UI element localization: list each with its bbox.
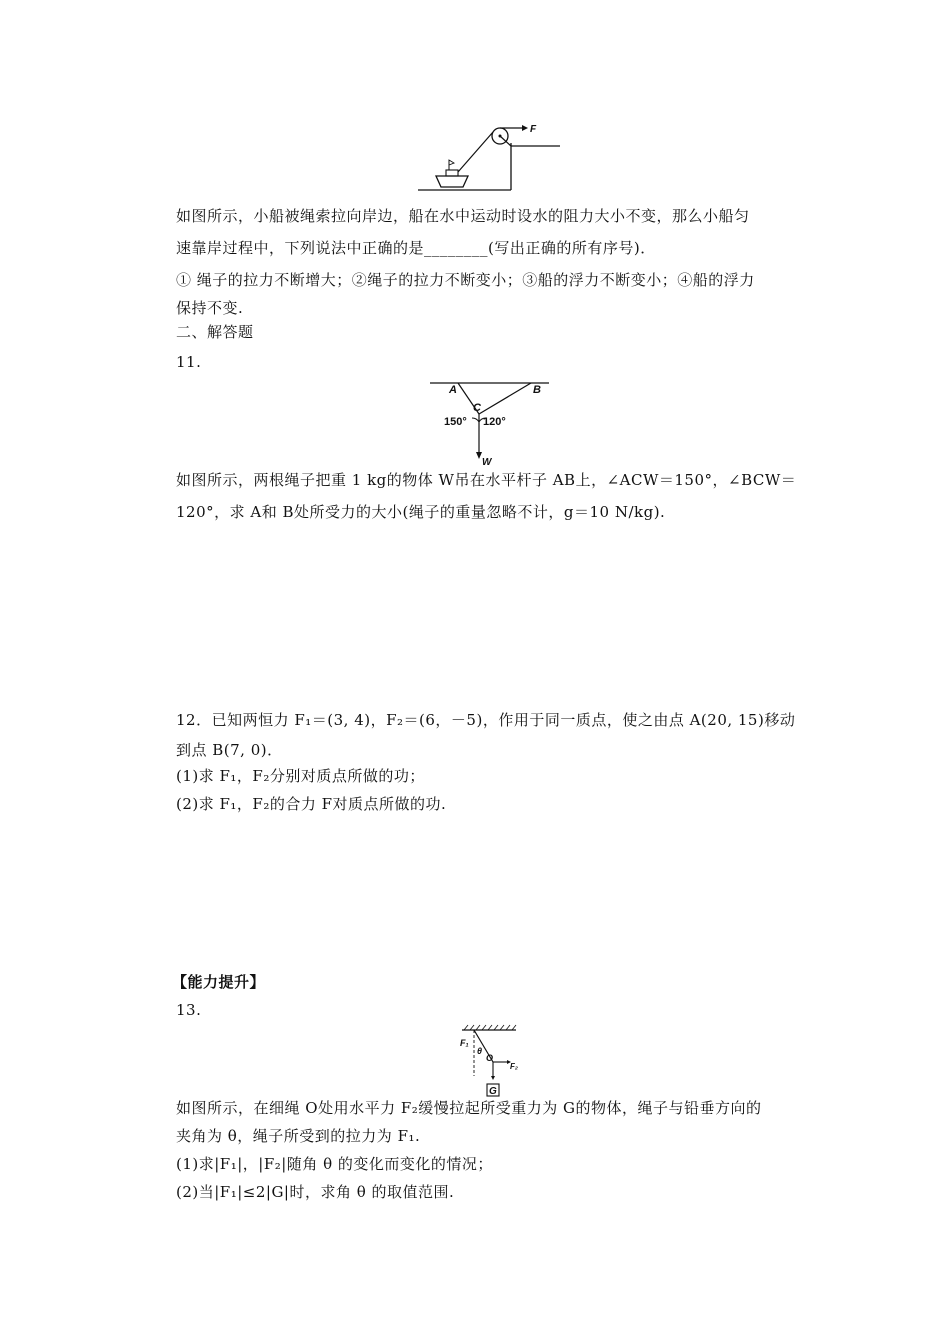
- weight-w-label: W: [482, 457, 492, 468]
- q12-line-3: (1)求 F₁，F₂分别对质点所做的功；: [176, 767, 425, 785]
- point-b-label: B: [533, 384, 541, 396]
- angle-120-label: 120°: [483, 416, 506, 428]
- q10-line-3: ① 绳子的拉力不断增大；②绳子的拉力不断变小；③船的浮力不断变小；④船的浮力: [176, 271, 755, 289]
- q13-line-2: 夹角为 θ，绳子所受到的拉力为 F₁.: [176, 1127, 421, 1145]
- pulled-weight-figure: [458, 1024, 520, 1100]
- q10-line-2: 速靠岸过程中，下列说法中正确的是________(写出正确的所有序号)．: [176, 239, 656, 257]
- section-title: 二、解答题: [176, 323, 254, 341]
- point-o-label: O: [486, 1053, 494, 1063]
- f1-label: F₁: [460, 1038, 469, 1048]
- g-label: G: [489, 1086, 497, 1097]
- point-a-label: A: [449, 384, 457, 396]
- theta-label: θ: [477, 1046, 483, 1056]
- q12-line-1: 12．已知两恒力 F₁＝(3, 4)，F₂＝(6，－5)，作用于同一质点，使之由点 A(20, 15)移动: [176, 711, 796, 729]
- q11-number: 11.: [176, 353, 202, 371]
- q10-line-4: 保持不变.: [176, 299, 244, 317]
- q11-line-2: 120°，求 A和 B处所受力的大小(绳子的重量忽略不计，g＝10 N/kg).: [176, 503, 666, 521]
- q11-line-1: 如图所示，两根绳子把重 1 kg的物体 W吊在水平杆子 AB上，∠ACW＝150°，∠BCW＝: [176, 471, 797, 489]
- angle-150-label: 150°: [444, 416, 467, 428]
- q13-number: 13.: [176, 1001, 202, 1019]
- q13-line-1: 如图所示，在细绳 O处用水平力 F₂缓慢拉起所受重力为 G的物体，绳子与铅垂方向的: [176, 1099, 762, 1117]
- boat-figure: [418, 118, 568, 198]
- q12-line-2: 到点 B(7, 0)．: [176, 741, 283, 759]
- q12-line-4: (2)求 F₁，F₂的合力 F对质点所做的功.: [176, 795, 447, 813]
- rope-weight-figure: [428, 378, 553, 468]
- f2-label: F₂: [510, 1062, 518, 1071]
- q13-line-3: (1)求|F₁|，|F₂|随角 θ 的变化而变化的情况；: [176, 1155, 493, 1173]
- q13-line-4: (2)当|F₁|≤2|G|时，求角 θ 的取值范围.: [176, 1183, 455, 1201]
- force-label: F: [530, 124, 537, 135]
- ability-title: 【能力提升】: [172, 973, 266, 991]
- point-c-label: C: [473, 402, 481, 414]
- q10-line-1: 如图所示，小船被绳索拉向岸边，船在水中运动时设水的阻力大小不变，那么小船匀: [176, 207, 750, 225]
